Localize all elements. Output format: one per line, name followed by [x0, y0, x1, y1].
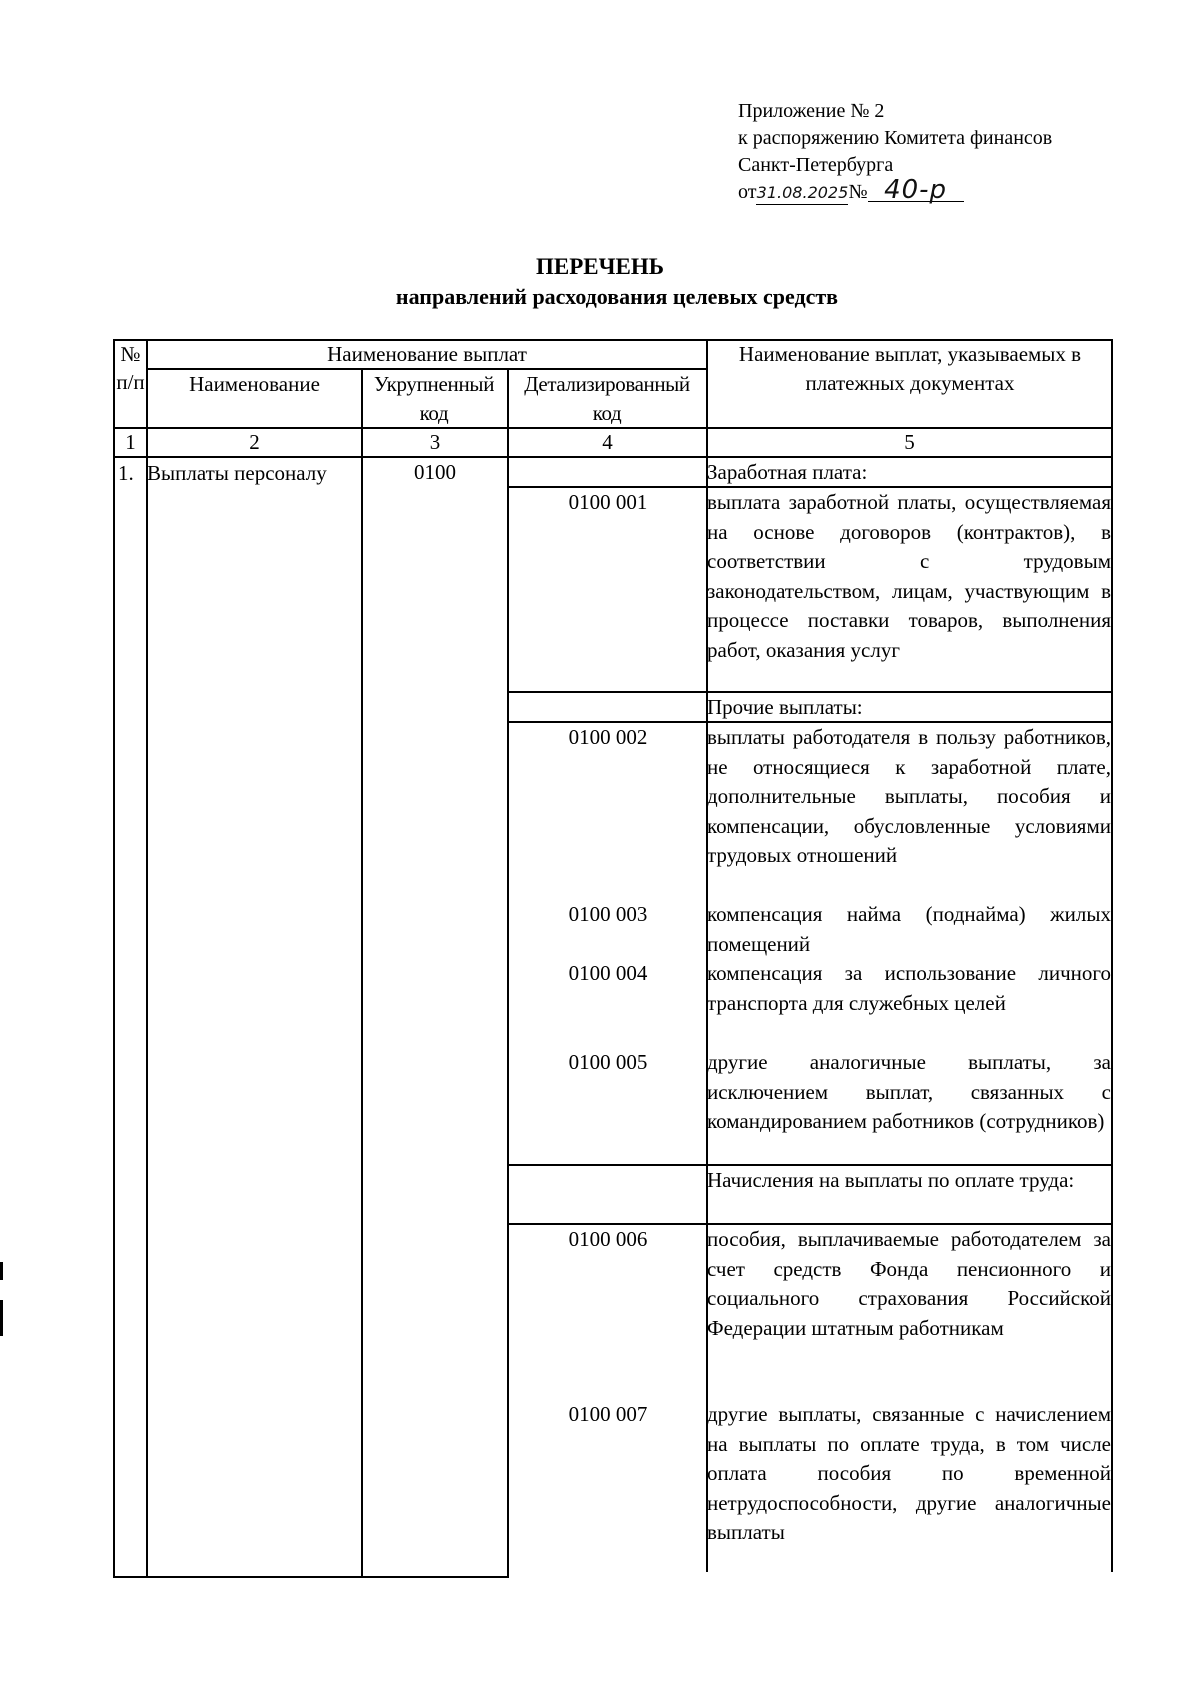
col-border-3	[361, 368, 363, 1578]
group-heading-salary: Заработная плата:	[707, 460, 868, 484]
header-consolidated-code-line2: код	[419, 401, 449, 425]
handwritten-date: 31.08.2025	[756, 182, 848, 205]
handwritten-number: 40-р	[868, 179, 964, 202]
annex-city: Санкт-Петербурга	[738, 154, 894, 176]
item-code: 0100 004	[568, 961, 648, 985]
item-description: другие аналогичные выплаты, за исключением выплат, связанных с командированием работников (сотрудников)	[707, 1050, 1111, 1134]
col-border-1	[113, 339, 115, 1578]
header-doc-names-line1: Наименование выплат, указываемых в	[738, 342, 1082, 366]
scan-edge-mark	[0, 1262, 3, 1280]
item-description: компенсация найма (поднайма) жилых помещений	[707, 902, 1111, 956]
header-detailed-code-line1: Детализированный	[524, 372, 690, 396]
header-detailed-code	[503, 370, 711, 428]
header-payment-names: Наименование выплат	[327, 342, 527, 366]
item-code: 0100 006	[568, 1227, 648, 1251]
item-description: компенсация за использование личного транспорта для служебных целей	[707, 961, 1111, 1015]
from-label: от	[738, 181, 757, 203]
column-number-1: 1	[125, 430, 136, 454]
item-code: 0100 002	[568, 725, 648, 749]
group-heading-other-payments: Прочие выплаты:	[707, 695, 863, 719]
col-border-2	[146, 339, 148, 1578]
header-consolidated-code	[357, 370, 511, 428]
annex-block	[738, 98, 1052, 206]
item-description: пособия, выплачиваемые работодателем за счет средств Фонда пенсионного и социального страхования Российской Федерации штатным работникам	[707, 1227, 1111, 1340]
item-code: 0100 005	[568, 1050, 648, 1074]
item-code: 0100 003	[568, 902, 648, 926]
header-num-top: №	[120, 342, 141, 366]
row-number: 1.	[118, 461, 134, 485]
row-consolidated-code: 0100	[414, 460, 456, 484]
annex-date-line	[738, 175, 1052, 206]
document-title: ПЕРЕЧЕНЬ	[536, 254, 664, 279]
header-detailed-code-line2: код	[592, 401, 622, 425]
table-bottom-line	[113, 1576, 509, 1578]
column-number-2: 2	[249, 430, 260, 454]
item-description: выплаты работодателя в пользу работников, не относящиеся к заработной плате, дополнительные выплаты, пособия и компенсации, обусловленные условиями трудовых отношений	[707, 725, 1111, 868]
col-border-6	[1111, 339, 1113, 1572]
item-code: 0100 007	[568, 1402, 648, 1426]
scan-edge-mark	[0, 1300, 3, 1336]
document-subtitle: направлений расходования целевых средств	[395, 284, 839, 309]
column-number-4: 4	[602, 430, 613, 454]
column-number-3: 3	[429, 430, 441, 454]
item-description: другие выплаты, связанные с начислением на выплаты по оплате труда, в том числе оплата пособия по временной нетрудоспособности, другие аналогичные выплаты	[707, 1402, 1111, 1545]
header-consolidated-code-line1: Укрупненный	[373, 372, 495, 396]
header-doc-names-line2: платежных документах	[805, 371, 1015, 395]
annex-order-ref: к распоряжению Комитета финансов	[738, 127, 1053, 149]
header-doc-names	[706, 340, 1114, 398]
number-label: №	[848, 181, 868, 203]
item-description: выплата заработной платы, осуществляемая на основе договоров (контрактов), в соответствии с трудовым законодательством, лицам, участвующим в процессе поставки товаров, выполнения работ, оказания услуг	[707, 490, 1111, 662]
header-name: Наименование	[189, 372, 320, 396]
group-heading-accruals: Начисления на выплаты по оплате труда:	[707, 1168, 1075, 1192]
header-num-bottom: п/п	[116, 370, 145, 394]
column-number-5: 5	[904, 430, 915, 454]
row-name: Выплаты персоналу	[147, 461, 327, 485]
annex-title: Приложение № 2	[738, 100, 885, 122]
item-code: 0100 001	[568, 490, 648, 514]
